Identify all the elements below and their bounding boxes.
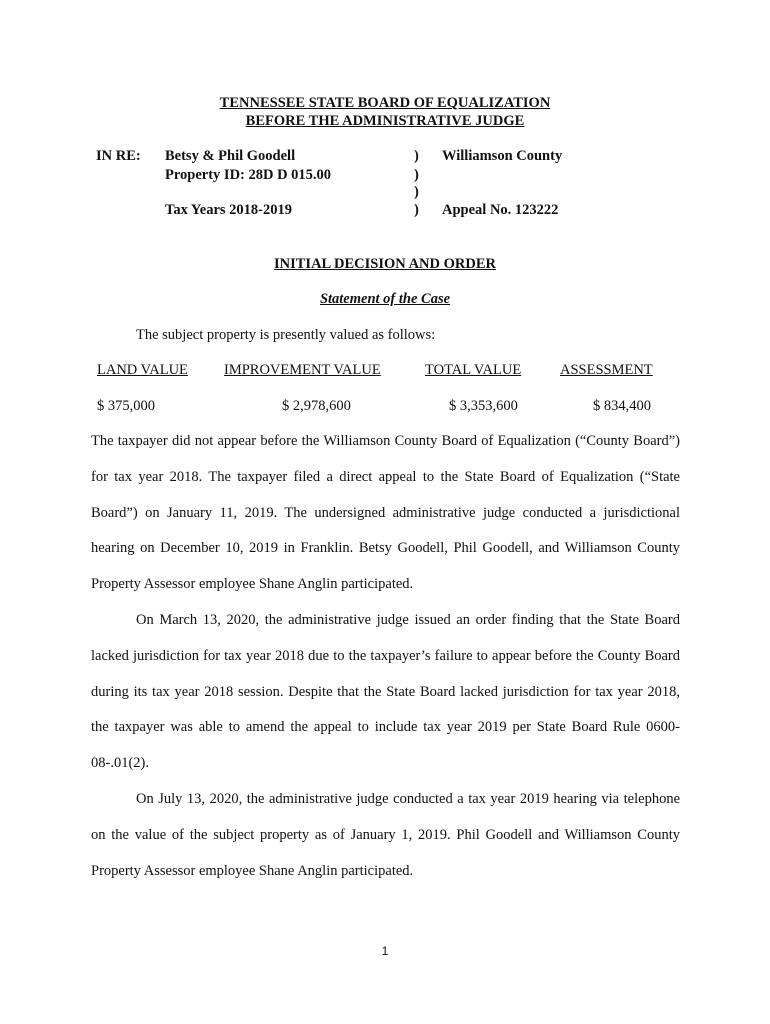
- caption-paren-2: ): [414, 167, 419, 183]
- value-land: $ 375,000: [97, 398, 155, 414]
- caption-paren-1: ): [414, 148, 419, 164]
- header-line-2: BEFORE THE ADMINISTRATIVE JUDGE: [245, 113, 525, 129]
- paragraph-1: The taxpayer did not appear before the Williamson County Board of Equalization (“County Board”) for tax year 2018. The taxpayer filed a direct appeal to the State Board of Equalization (“State Board”) on January 11, 2019. The undersigned administrative judge conducted a jurisdictional hearing on December 10, 2019 in Franklin. Betsy Goodell, Phil Goodell, and Williamson County Property Assessor employee Shane Anglin participated.: [91, 433, 680, 593]
- body-text: [91, 424, 680, 889]
- caption-tax-years: Tax Years 2018-2019: [165, 202, 293, 218]
- caption-property-id: Property ID: 28D D 015.00: [165, 167, 332, 183]
- page-number: 1: [381, 944, 389, 958]
- paragraph-2: On March 13, 2020, the administrative judge issued an order finding that the State Board lacked jurisdiction for tax year 2018 due to the taxpayer’s failure to appear before the County Board during its tax year 2018 session. Despite that the State Board lacked jurisdiction for tax year 2018, the taxpayer was able to amend the appeal to include tax year 2019 per State Board Rule 0600-08-.01(2).: [91, 611, 680, 772]
- decision-title: INITIAL DECISION AND ORDER: [274, 256, 496, 272]
- value-total: $ 3,353,600: [449, 398, 518, 414]
- col-header-total: TOTAL VALUE: [425, 362, 522, 378]
- value-assessment: $ 834,400: [593, 398, 651, 414]
- caption-paren-4: ): [414, 202, 419, 218]
- caption-county: Williamson County: [442, 148, 563, 164]
- col-header-land: LAND VALUE: [97, 362, 188, 378]
- col-header-improvement: IMPROVEMENT VALUE: [224, 362, 381, 378]
- caption-paren-3: ): [414, 184, 419, 200]
- intro-text: The subject property is presently valued as follows:: [136, 327, 436, 343]
- col-header-assessment: ASSESSMENT: [560, 362, 653, 378]
- section-title: Statement of the Case: [319, 291, 451, 307]
- value-improvement: $ 2,978,600: [282, 398, 351, 414]
- header-line-1: TENNESSEE STATE BOARD OF EQUALIZATION: [219, 95, 551, 111]
- caption-party: Betsy & Phil Goodell: [165, 148, 296, 164]
- caption-appeal-number: Appeal No. 123222: [442, 202, 559, 218]
- paragraph-3: On July 13, 2020, the administrative judge conducted a tax year 2019 hearing via telephone on the value of the subject property as of January 1, 2019. Phil Goodell and Williamson County Property Assessor employee Shane Anglin participated.: [91, 790, 680, 879]
- caption-in-re: IN RE:: [96, 148, 141, 164]
